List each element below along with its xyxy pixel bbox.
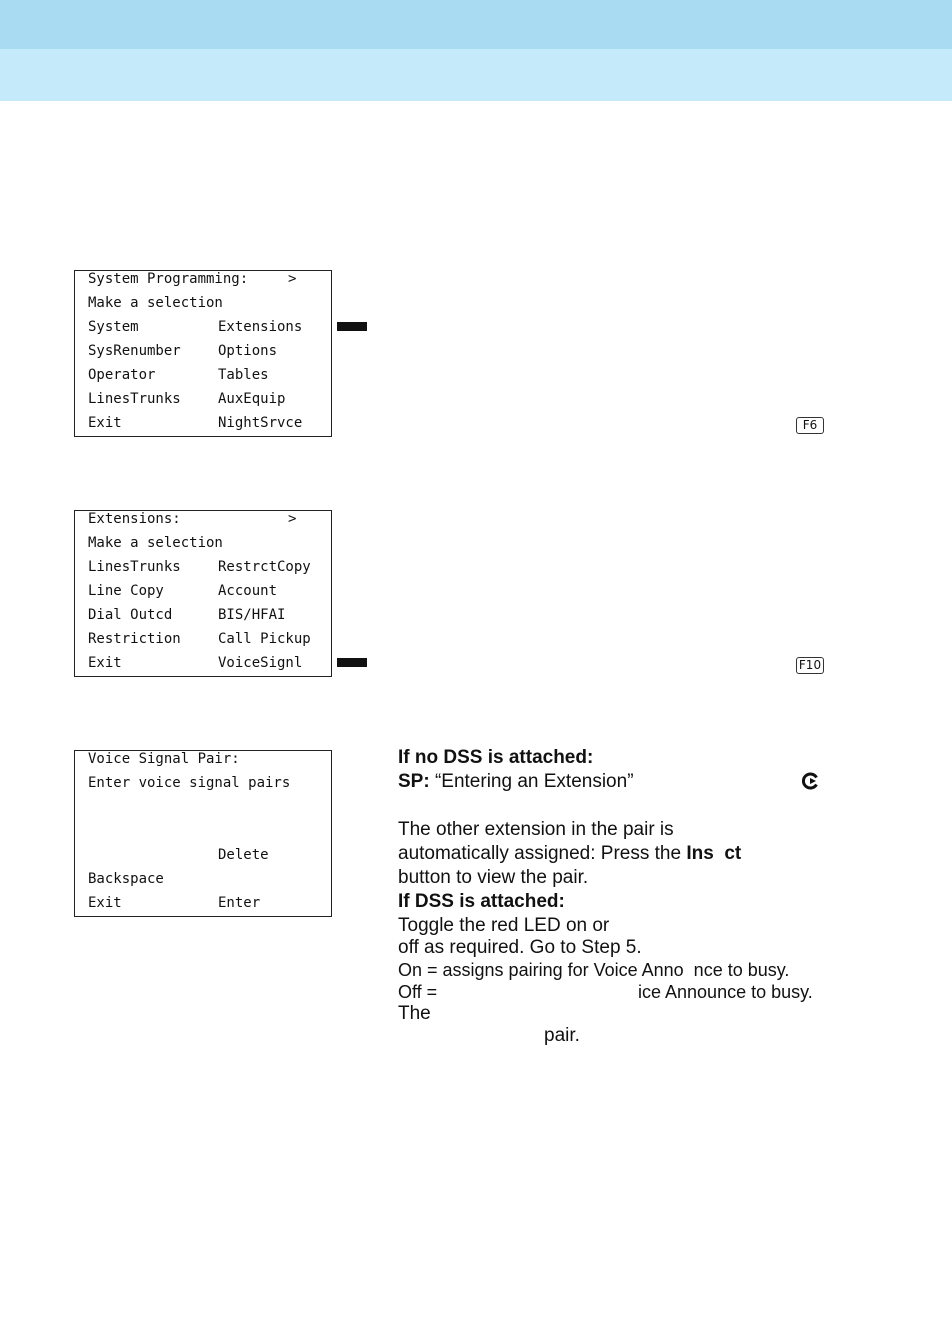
backspace-option[interactable]: Backspace (88, 871, 164, 887)
instruction-line-9: pair. (544, 1025, 580, 1046)
menu-item-voicesignl[interactable]: VoiceSignl (218, 655, 303, 671)
instruction-line-2 (398, 843, 741, 865)
menu-item-auxequip[interactable]: AuxEquip (218, 391, 286, 407)
screen-title: Voice Signal Pair: (88, 751, 240, 767)
selection-pointer (337, 322, 367, 331)
instruction-line-7a: Off = (398, 982, 438, 1002)
screen-prompt: Enter voice signal pairs (88, 775, 291, 791)
menu-item-restriction[interactable]: Restriction (88, 631, 181, 647)
screen-extensions (74, 510, 332, 677)
next-page-arrow[interactable]: > (288, 511, 297, 527)
cross-reference-icon (801, 771, 821, 791)
delete-option[interactable]: Delete (218, 847, 269, 863)
instruction-line-4: Toggle the red LED on or (398, 915, 610, 936)
instruction-line-1: The other extension in the pair is (398, 819, 674, 840)
menu-item-sysrenumber[interactable]: SysRenumber (88, 343, 181, 359)
instruction-line-3: button to view the pair. (398, 867, 589, 888)
menu-item-exit[interactable]: Exit (88, 415, 122, 431)
function-key-f6[interactable]: F6 (796, 417, 824, 434)
menu-item-options[interactable]: Options (218, 343, 278, 359)
screen-title: System Programming: (88, 271, 249, 287)
menu-item-linestrunks[interactable]: LinesTrunks (88, 559, 181, 575)
menu-item-dial-outcd[interactable]: Dial Outcd (88, 607, 173, 623)
no-dss-heading: If no DSS is attached: (398, 747, 594, 768)
menu-item-call-pickup[interactable]: Call Pickup (218, 631, 311, 647)
menu-item-system[interactable]: System (88, 319, 139, 335)
header-band-top (0, 0, 952, 49)
screen-title: Extensions: (88, 511, 181, 527)
screen-voice-signal-pair (74, 750, 332, 917)
exit-option[interactable]: Exit (88, 895, 122, 911)
menu-item-account[interactable]: Account (218, 583, 278, 599)
function-key-f10[interactable]: F10 (796, 657, 824, 674)
dss-heading: If DSS is attached: (398, 891, 565, 912)
instruction-line-6: On = assigns pairing for Voice Anno nce to busy. (398, 960, 790, 980)
menu-item-tables[interactable]: Tables (218, 367, 269, 383)
screen-system-programming (74, 270, 332, 437)
next-page-arrow[interactable]: > (288, 271, 297, 287)
menu-item-extensions[interactable]: Extensions (218, 319, 303, 335)
menu-item-restrctcopy[interactable]: RestrctCopy (218, 559, 311, 575)
selection-pointer (337, 658, 367, 667)
screen-prompt: Make a selection (88, 535, 223, 551)
instruction-line-5: off as required. Go to Step 5. (398, 937, 642, 958)
screen-prompt: Make a selection (88, 295, 223, 311)
sp-reference (398, 771, 634, 793)
sp-label: SP: (398, 771, 430, 792)
instruction-line-8: The (398, 1003, 431, 1024)
instruction-line-7b: ice Announce to busy. (638, 982, 813, 1002)
instruction-line-2-text: automatically assigned: Press the (398, 843, 687, 864)
inspect-button-label: Ins ct (686, 843, 742, 864)
menu-item-operator[interactable]: Operator (88, 367, 156, 383)
menu-item-linestrunks[interactable]: LinesTrunks (88, 391, 181, 407)
menu-item-nightsrvce[interactable]: NightSrvce (218, 415, 303, 431)
sp-text: “Entering an Extension” (429, 771, 634, 792)
header-band-bottom (0, 49, 952, 101)
menu-item-bis-hfai[interactable]: BIS/HFAI (218, 607, 286, 623)
menu-item-line-copy[interactable]: Line Copy (88, 583, 164, 599)
menu-item-exit[interactable]: Exit (88, 655, 122, 671)
enter-option[interactable]: Enter (218, 895, 261, 911)
